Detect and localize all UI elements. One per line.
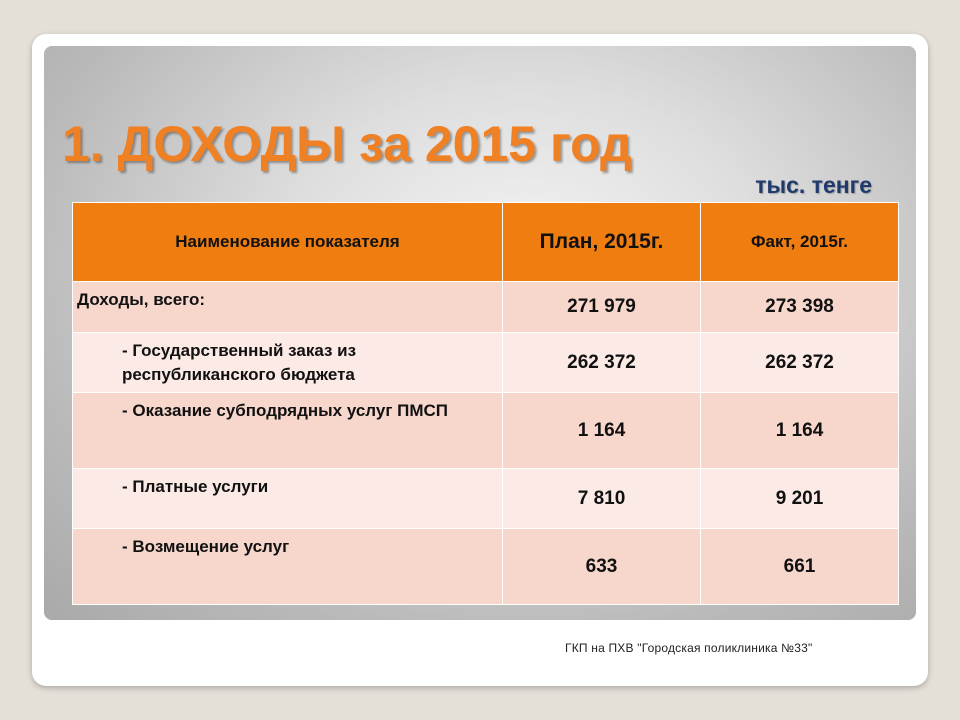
table-row bbox=[73, 529, 899, 605]
table-header-row bbox=[73, 203, 899, 282]
row-name: - Государственный заказ из республиканского бюджета bbox=[73, 333, 503, 393]
row-fact: 9 201 bbox=[701, 469, 899, 529]
row-fact: 1 164 bbox=[701, 393, 899, 469]
row-fact: 661 bbox=[701, 529, 899, 605]
row-name: - Оказание субподрядных услуг ПМСП bbox=[73, 393, 503, 469]
row-plan: 1 164 bbox=[503, 393, 701, 469]
unit-label: тыс. тенге bbox=[755, 172, 872, 198]
table-row bbox=[73, 282, 899, 333]
table-row bbox=[73, 333, 899, 393]
table-row bbox=[73, 469, 899, 529]
row-plan: 271 979 bbox=[503, 282, 701, 333]
table-row bbox=[73, 393, 899, 469]
income-table bbox=[72, 202, 899, 605]
row-plan: 633 bbox=[503, 529, 701, 605]
row-name: - Платные услуги bbox=[73, 469, 503, 529]
header-fact: Факт, 2015г. bbox=[701, 203, 899, 282]
row-plan: 7 810 bbox=[503, 469, 701, 529]
header-plan: План, 2015г. bbox=[503, 203, 701, 282]
header-name: Наименование показателя bbox=[73, 203, 503, 282]
footer-text: ГКП на ПХВ "Городская поликлиника №33" bbox=[565, 641, 813, 655]
row-name: Доходы, всего: bbox=[73, 282, 503, 333]
row-plan: 262 372 bbox=[503, 333, 701, 393]
slide-title: 1. ДОХОДЫ за 2015 год bbox=[62, 116, 632, 172]
row-name: - Возмещение услуг bbox=[73, 529, 503, 605]
row-fact: 273 398 bbox=[701, 282, 899, 333]
row-fact: 262 372 bbox=[701, 333, 899, 393]
